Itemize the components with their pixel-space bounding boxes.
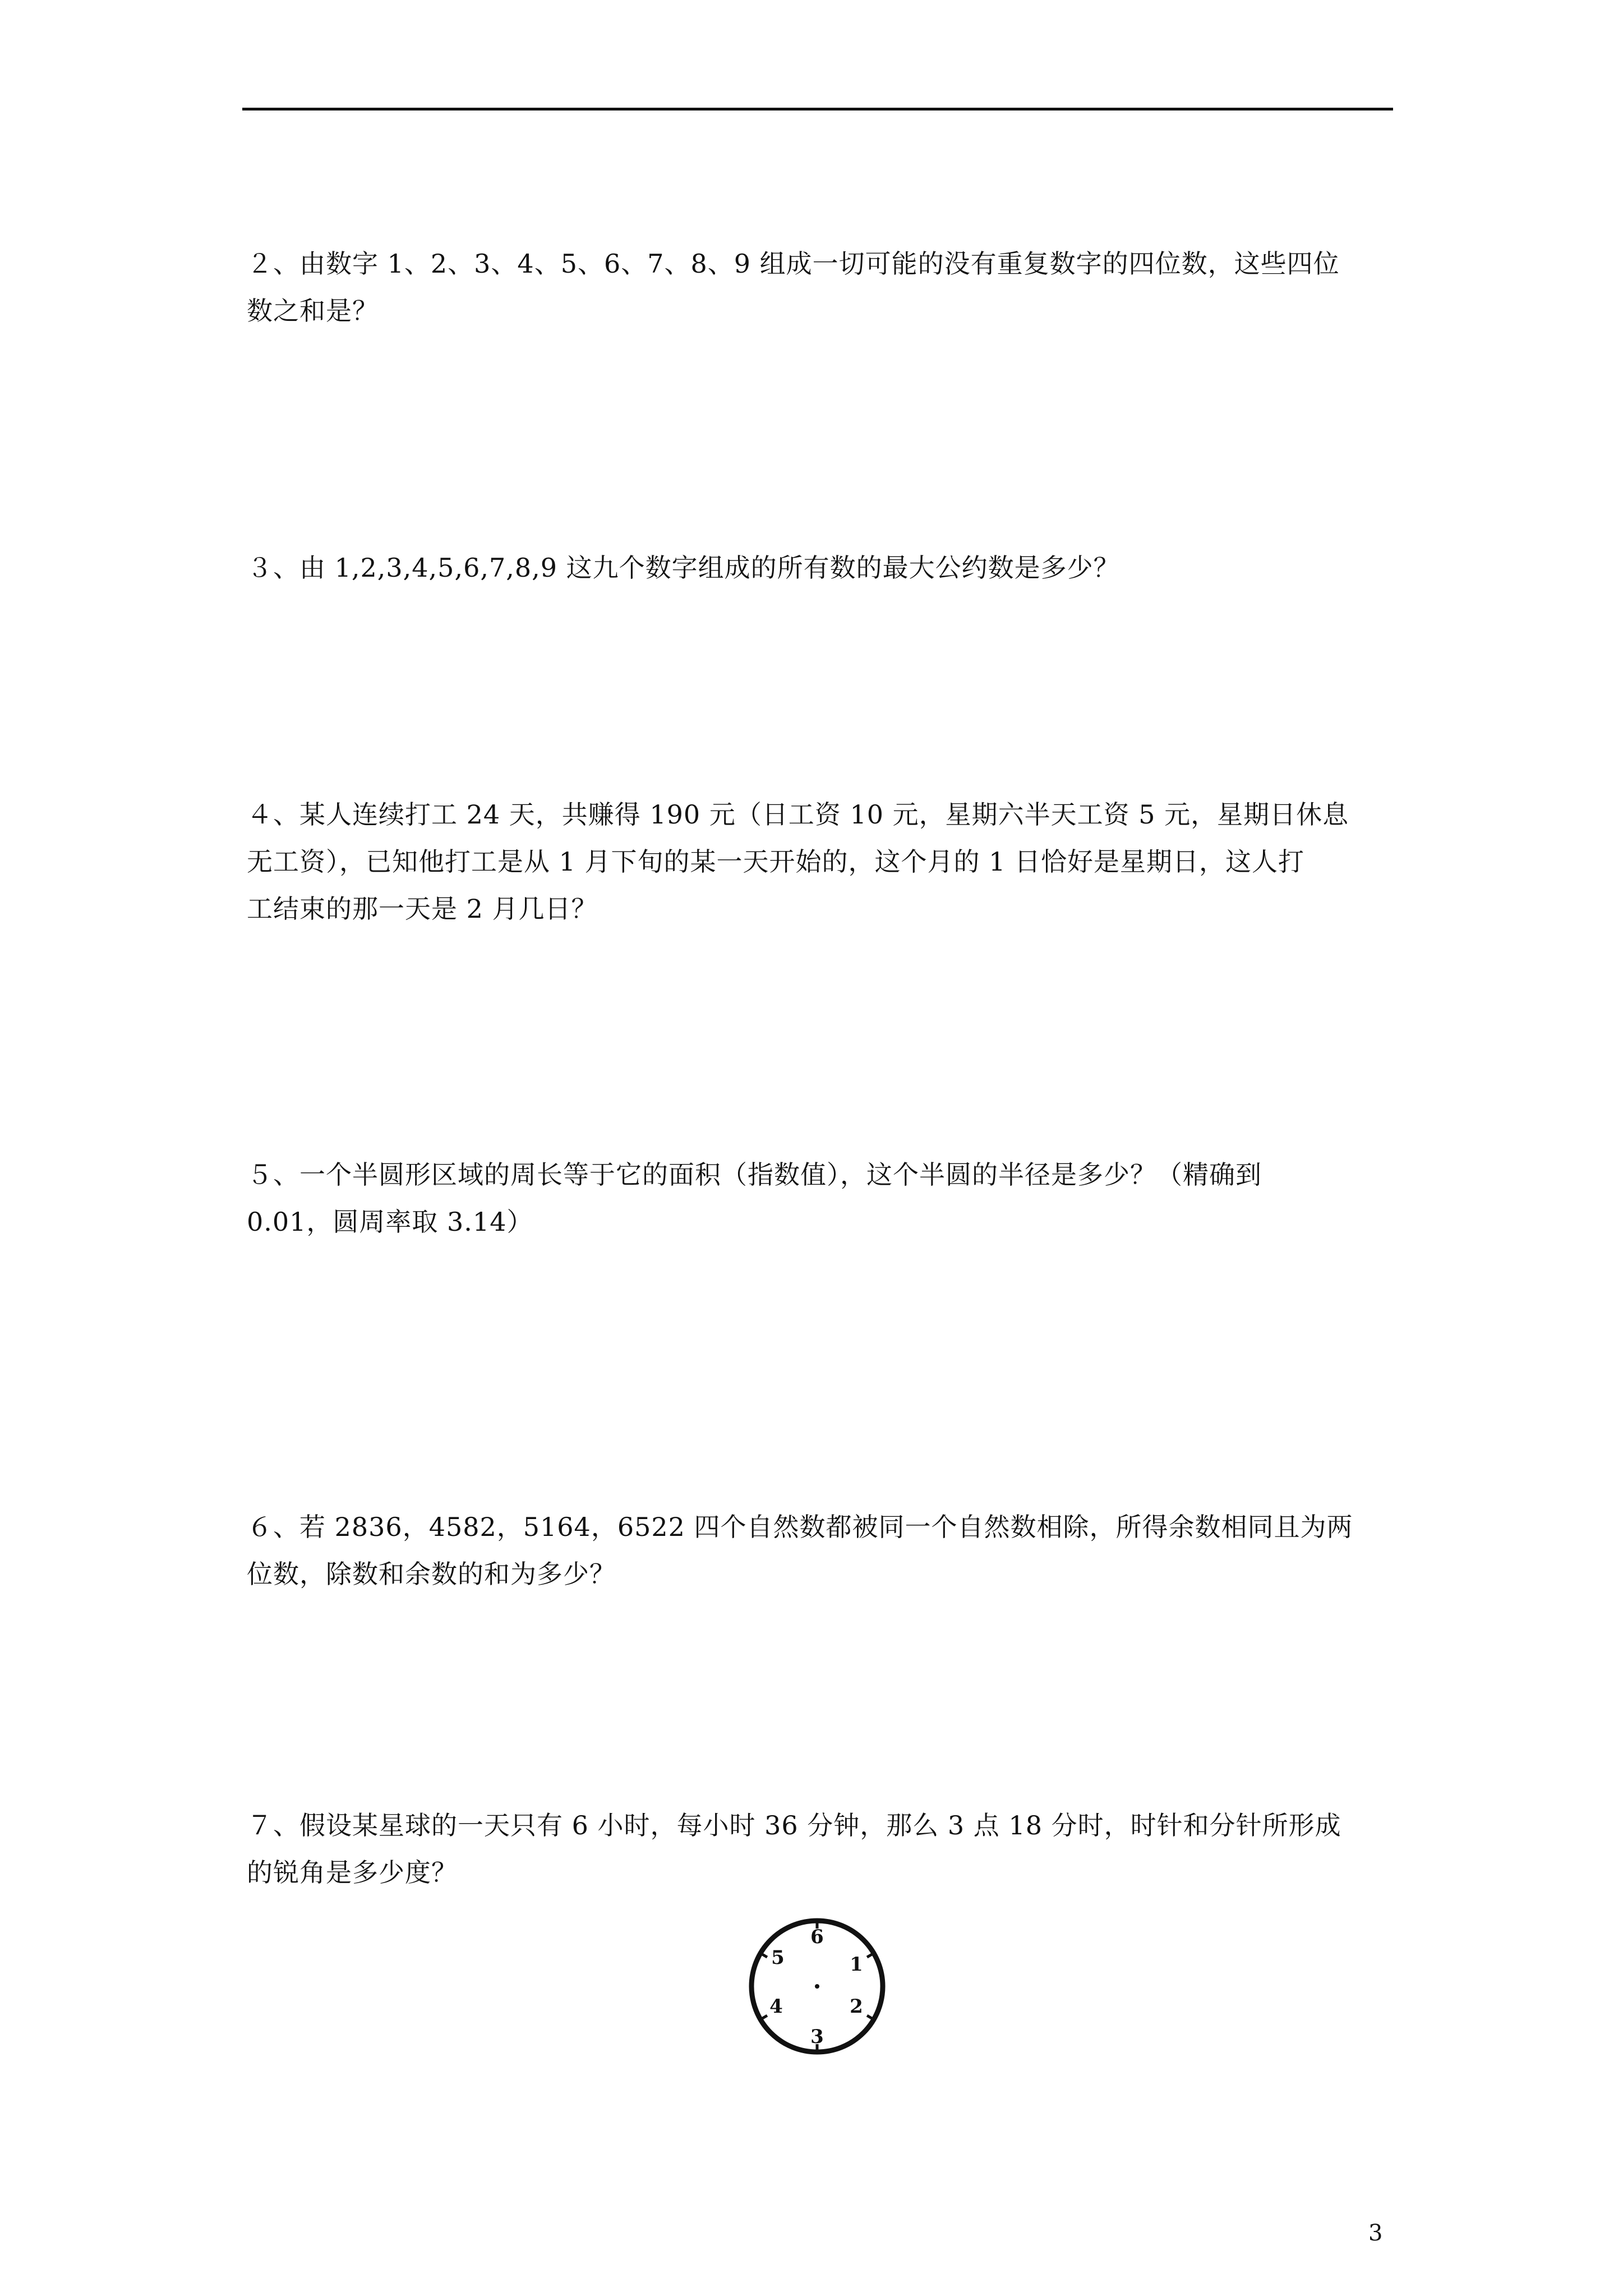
- question-4-line-3: 工结束的那一天是 2 月几日？: [247, 894, 598, 924]
- clock-tick-2: [867, 2016, 874, 2019]
- clock-tick-1: [867, 1953, 874, 1957]
- question-2: [247, 240, 1396, 334]
- clock-number-5: 5: [771, 1947, 785, 1969]
- question-4: [247, 791, 1396, 932]
- question-6-line-2: 位数，除数和余数的和为多少？: [247, 1559, 616, 1589]
- page-number: 3: [1368, 2220, 1383, 2246]
- question-2-line-1: ２、由数字 1、2、3、4、5、6、7、8、9 组成一切可能的没有重复数字的四位数，这些四位: [247, 249, 1340, 279]
- clock-tick-5: [760, 1953, 767, 1957]
- question-4-line-1: ４、某人连续打工 24 天，共赚得 190 元（日工资 10 元，星期六半天工资 5 元，星期日休息: [247, 799, 1349, 830]
- question-4-line-2: 无工资），已知他打工是从 1 月下旬的某一天开始的，这个月的 1 日恰好是星期日，这人打: [247, 846, 1305, 877]
- question-3: [247, 544, 1396, 591]
- question-7-line-2: 的锐角是多少度？: [247, 1857, 458, 1888]
- clock-number-2: 2: [850, 1995, 863, 2018]
- clock-center-dot: [815, 1984, 819, 1989]
- question-2-line-2: 数之和是？: [247, 296, 379, 326]
- clock-number-1: 1: [850, 1953, 863, 1976]
- question-6-line-1: ６、若 2836，4582，5164，6522 四个自然数都被同一个自然数相除，所得余数相同且为两: [247, 1512, 1353, 1542]
- header-rule: [242, 108, 1393, 111]
- question-7-line-1: ７、假设某星球的一天只有 6 小时，每小时 36 分钟，那么 3 点 18 分时，时针和分针所形成: [247, 1810, 1341, 1841]
- clock-number-4: 4: [769, 1995, 783, 2018]
- question-3-line-1: ３、由 1,2,3,4,5,6,7,8,9 这九个数字组成的所有数的最大公约数是多少？: [247, 553, 1120, 583]
- question-7: [247, 1802, 1396, 1896]
- clock-number-3: 3: [810, 2026, 824, 2048]
- clock-tick-4: [760, 2016, 767, 2019]
- clock-number-6: 6: [810, 1926, 824, 1948]
- question-5-line-2: 0.01，圆周率取 3.14）: [247, 1207, 533, 1237]
- clock-diagram: [747, 1916, 887, 2056]
- question-6: [247, 1503, 1396, 1598]
- question-5: [247, 1151, 1396, 1245]
- question-5-line-1: ５、一个半圆形区域的周长等于它的面积（指数值），这个半圆的半径是多少？（精确到: [247, 1159, 1262, 1190]
